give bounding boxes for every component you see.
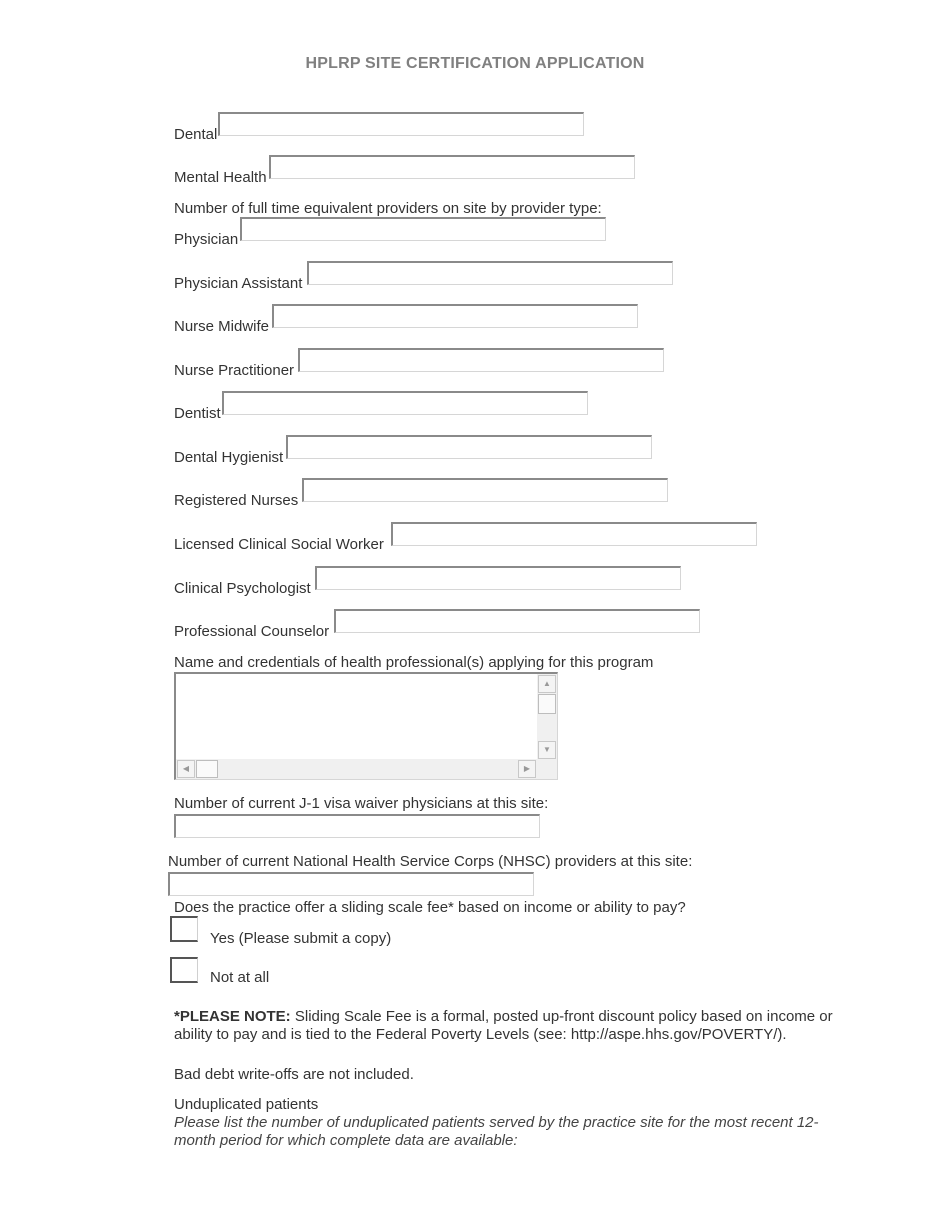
nhsc-label: Number of current National Health Service Corps (NHSC) providers at this site: xyxy=(168,853,693,870)
scroll-corner xyxy=(537,759,557,779)
scroll-up-icon[interactable]: ▲ xyxy=(538,675,556,693)
mental-health-label: Mental Health xyxy=(174,169,267,186)
scroll-left-icon[interactable]: ◀ xyxy=(177,760,195,778)
unduplicated-instructions: Please list the number of unduplicated patients served by the practice site for the most recent 12-month period for which complete data are available: xyxy=(174,1114,819,1149)
lcsw-field[interactable] xyxy=(391,522,757,546)
note-bold-prefix: *PLEASE NOTE: xyxy=(174,1008,291,1025)
mental-health-field[interactable] xyxy=(269,155,635,179)
nurse-midwife-label: Nurse Midwife xyxy=(174,318,270,335)
yes-option-label: Yes (Please submit a copy) xyxy=(210,930,392,947)
health-professionals-textarea[interactable] xyxy=(174,672,558,780)
clinical-psychologist-label: Clinical Psychologist xyxy=(174,580,311,597)
dental-label: Dental xyxy=(174,126,218,143)
professional-counselor-label: Professional Counselor xyxy=(174,623,330,640)
dentist-label: Dentist xyxy=(174,405,221,422)
scroll-right-icon[interactable]: ▶ xyxy=(518,760,536,778)
registered-nurses-field[interactable] xyxy=(302,478,668,502)
sliding-scale-question: Does the practice offer a sliding scale fee* based on income or ability to pay? xyxy=(174,899,686,916)
sliding-scale-note xyxy=(174,1008,854,1044)
dental-field[interactable] xyxy=(218,112,584,136)
nurse-practitioner-field[interactable] xyxy=(298,348,664,372)
unduplicated-heading: Unduplicated patients xyxy=(174,1096,319,1113)
clinical-psychologist-field[interactable] xyxy=(315,566,681,590)
note-text: Sliding Scale Fee is a formal, posted up-front discount policy based on income or ability to pay and is tied to the Federal Poverty Levels (see: http://aspe.hhs.gov/POVERTY/). xyxy=(174,1008,833,1043)
lcsw-label: Licensed Clinical Social Worker xyxy=(174,536,384,553)
nurse-midwife-field[interactable] xyxy=(272,304,638,328)
j1-visa-label: Number of current J-1 visa waiver physicians at this site: xyxy=(174,795,549,812)
dentist-field[interactable] xyxy=(222,391,588,415)
not-at-all-option-label: Not at all xyxy=(210,969,270,986)
physician-assistant-label: Physician Assistant xyxy=(174,275,303,292)
horizontal-scroll-thumb[interactable] xyxy=(196,760,218,778)
nurse-practitioner-label: Nurse Practitioner xyxy=(174,362,295,379)
scroll-down-icon[interactable]: ▼ xyxy=(538,741,556,759)
horizontal-scrollbar[interactable] xyxy=(176,759,538,779)
dental-hygienist-label: Dental Hygienist xyxy=(174,449,284,466)
physician-assistant-field[interactable] xyxy=(307,261,673,285)
fte-heading: Number of full time equivalent providers on site by provider type: xyxy=(174,200,602,217)
vertical-scrollbar[interactable] xyxy=(537,674,557,760)
yes-checkbox[interactable] xyxy=(170,916,198,942)
j1-visa-field[interactable] xyxy=(174,814,540,838)
professional-counselor-field[interactable] xyxy=(334,609,700,633)
vertical-scroll-thumb[interactable] xyxy=(538,694,556,714)
not-at-all-checkbox[interactable] xyxy=(170,957,198,983)
physician-field[interactable] xyxy=(240,217,606,241)
page-title: HPLRP SITE CERTIFICATION APPLICATION xyxy=(305,55,645,72)
dental-hygienist-field[interactable] xyxy=(286,435,652,459)
registered-nurses-label: Registered Nurses xyxy=(174,492,299,509)
physician-label: Physician xyxy=(174,231,239,248)
health-professionals-label: Name and credentials of health professional(s) applying for this program xyxy=(174,654,654,671)
bad-debt-text: Bad debt write-offs are not included. xyxy=(174,1066,414,1083)
nhsc-field[interactable] xyxy=(168,872,534,896)
